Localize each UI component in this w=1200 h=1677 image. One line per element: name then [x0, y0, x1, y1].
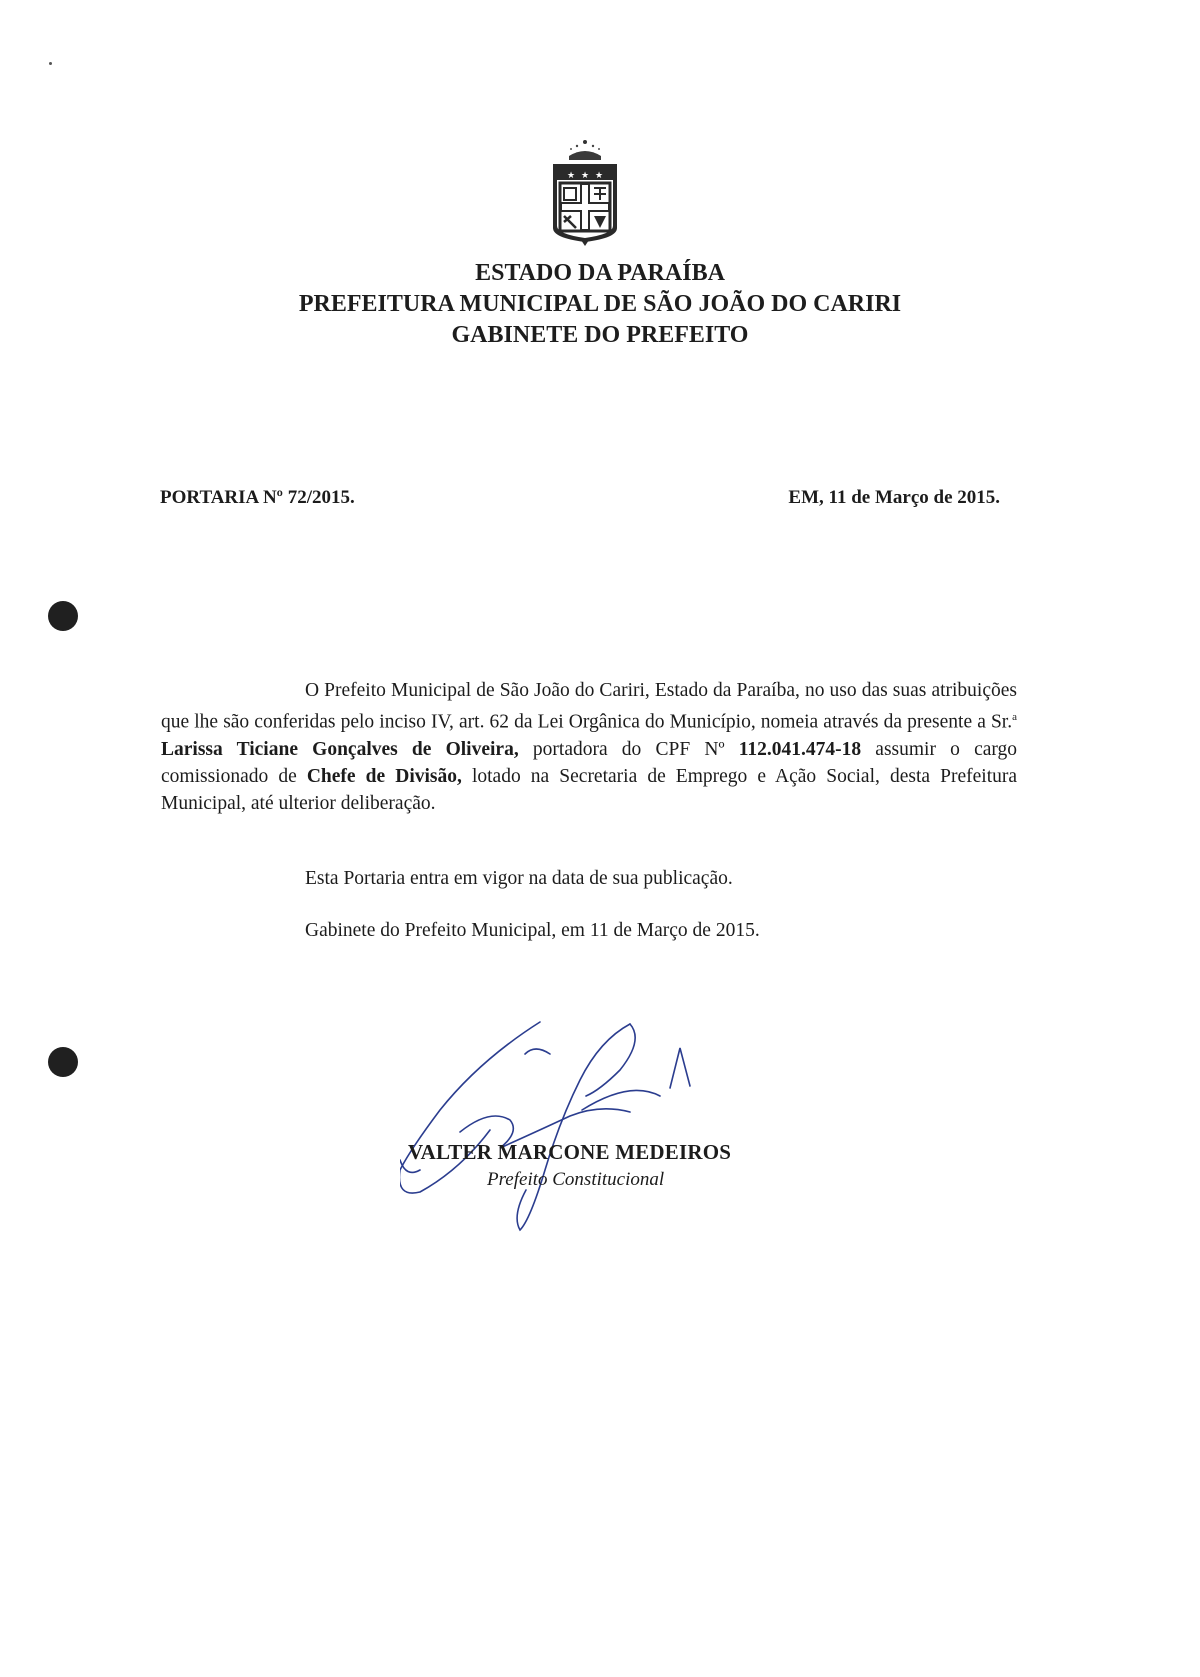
p1-closing: desta Prefeitura Municipal, até ulterior deliberação.: [161, 765, 1018, 814]
municipality-heading: PREFEITURA MUNICIPAL DE SÃO JOÃO DO CARIRI: [298, 291, 902, 317]
svg-text:★: ★: [581, 171, 590, 181]
coat-of-arms-icon: [547, 138, 623, 254]
appointee-name: Larissa Ticiane Gonçalves de Oliveira,: [161, 738, 519, 760]
p1-department: lotado na Secretaria de Emprego e Ação Social,: [471, 765, 880, 787]
punch-hole-top: [48, 601, 78, 631]
handwritten-signature: [400, 1020, 740, 1240]
letterhead: [0, 258, 1200, 351]
svg-text:★: ★: [595, 171, 604, 181]
p1-intro: O Prefeito Municipal de São João do Cariri, Estado da Paraíba, no uso das suas atribuições que lhe são conferidas pelo inciso IV, art. 62 da Lei Orgânica do Município, nomeia através da presente a Sr.: [161, 680, 1017, 733]
state-heading: ESTADO DA PARAÍBA: [475, 260, 725, 286]
document-number: PORTARIA Nº 72/2015.: [160, 487, 355, 508]
office-heading: GABINETE DO PREFEITO: [451, 322, 749, 348]
appointee-cpf: 112.041.474-18: [738, 738, 862, 760]
p1-cpf-label: portadora do CPF Nº: [532, 738, 725, 760]
punch-hole-bottom: [48, 1047, 78, 1077]
appointee-role: Chefe de Divisão,: [306, 765, 462, 787]
body-paragraph-3: Gabinete do Prefeito Municipal, em 11 de Março de 2015.: [305, 920, 760, 941]
p1-role-intro: assumir o cargo comissionado de: [161, 738, 1018, 787]
body-paragraph-2: Esta Portaria entra em vigor na data de sua publicação.: [305, 868, 733, 889]
p1-sup: a: [1012, 711, 1017, 723]
signer-title: Prefeito Constitucional: [487, 1169, 665, 1190]
document-date: EM, 11 de Março de 2015.: [788, 487, 1000, 508]
svg-text:★: ★: [567, 171, 576, 181]
scan-speck: [49, 62, 52, 65]
signer-name: VALTER MARCONE MEDEIROS: [408, 1140, 732, 1164]
body-paragraph-1: [161, 677, 1017, 817]
